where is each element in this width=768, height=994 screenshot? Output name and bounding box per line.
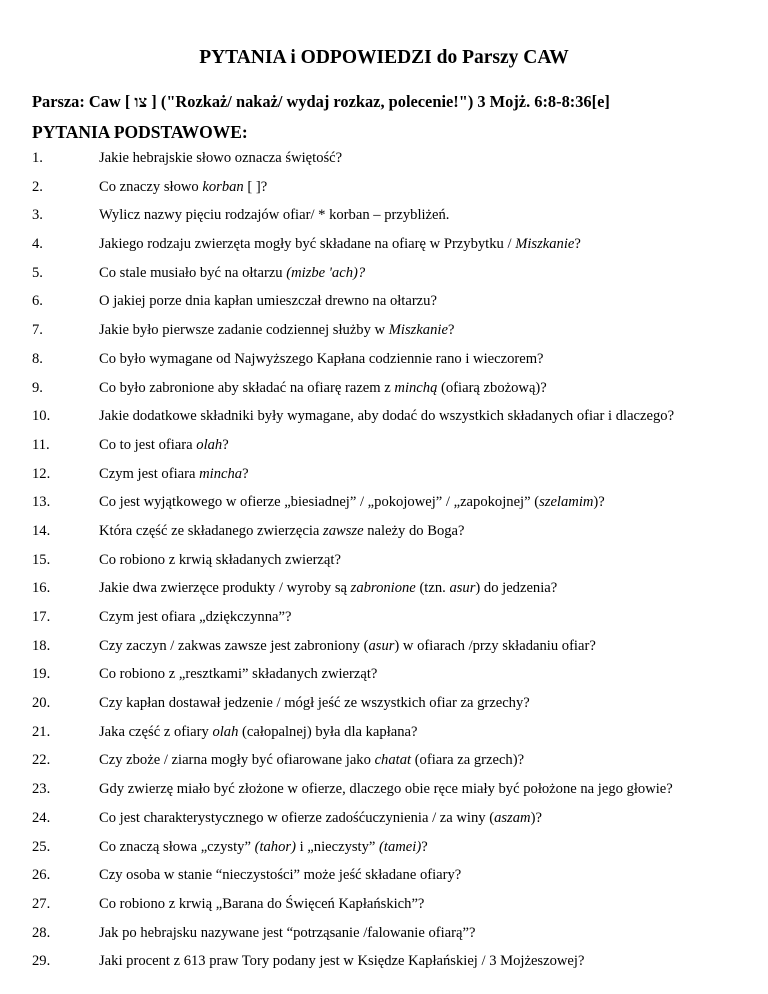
question-text-part: Czy osoba w stanie “nieczystości” może jeść składane ofiary?: [99, 867, 462, 884]
question-term-italic: chatat: [374, 752, 412, 769]
question-text: [99, 492, 605, 512]
question-term-italic: szelamim: [539, 494, 594, 511]
question-text-part: Jak po hebrajsku nazywane jest “potrząsanie /falowanie ofiarą”?: [99, 924, 476, 941]
question-row: [32, 148, 752, 177]
question-text: [99, 435, 229, 455]
question-row: [32, 320, 752, 349]
question-text-part: ?: [447, 322, 455, 339]
question-row: [32, 722, 752, 751]
question-row: [32, 664, 752, 693]
question-text-part: Co znaczą słowa „czysty”: [99, 838, 255, 855]
question-row: [32, 923, 752, 952]
question-text: [99, 693, 530, 713]
question-term-italic: (mizbe 'ach)?: [286, 264, 366, 281]
question-number: 9.: [32, 379, 43, 396]
question-text-part: (ofiarą zbożową)?: [437, 379, 547, 396]
question-text-part: ) w ofiarach /przy składaniu ofiar?: [394, 637, 596, 654]
question-text-part: Co znaczy słowo: [99, 178, 203, 195]
question-text-part: Co było zabronione aby składać na ofiarę razem z: [99, 379, 395, 396]
question-text: [99, 607, 291, 627]
question-row: [32, 349, 752, 378]
question-row: [32, 177, 752, 206]
question-text: [99, 779, 673, 799]
question-row: [32, 205, 752, 234]
question-term-italic: mincha: [199, 465, 243, 482]
question-text: [99, 349, 544, 369]
question-text-part: Gdy zwierzę miało być złożone w ofierze, dlaczego obie ręce miały być położone na jego głowie?: [99, 781, 673, 798]
question-row: [32, 951, 752, 980]
question-text-part: Jakie hebrajskie słowo oznacza świętość?: [99, 150, 343, 166]
question-text-part: Co jest wyjątkowego w ofierze „biesiadnej” / „pokojowej” / „zapokojnej” (: [99, 494, 540, 511]
question-text-part: Co robiono z krwią „Barana do Święceń Kapłańskich”?: [99, 895, 425, 912]
question-text-part: Czym jest ofiara: [99, 465, 200, 482]
question-row: [32, 464, 752, 493]
question-number: 25.: [32, 838, 51, 855]
question-text: [99, 808, 542, 828]
question-text-part: Co stale musiało być na ołtarzu: [99, 264, 287, 281]
question-text-part: ?: [421, 838, 428, 855]
question-number: 4.: [32, 236, 43, 253]
question-text: [99, 750, 524, 770]
question-term-italic: asur: [449, 580, 476, 597]
question-number: 24.: [32, 809, 51, 826]
question-text-part: Która część ze składanego zwierzęcia: [99, 522, 324, 539]
question-term-italic: Miszkanie: [388, 322, 448, 339]
question-text-part: i „nieczysty”: [295, 838, 380, 855]
question-text-part: Co było wymagane od Najwyższego Kapłana codziennie rano i wieczorem?: [99, 350, 544, 367]
question-term-italic: minchą: [394, 379, 438, 396]
question-term-italic: (tahor): [254, 838, 296, 855]
question-text-part: Czy zboże / ziarna mogły być ofiarowane jako: [99, 752, 375, 769]
question-text: [99, 263, 365, 283]
question-number: 7.: [32, 322, 43, 339]
question-number: 13.: [32, 494, 51, 511]
question-number: 6.: [32, 293, 43, 310]
question-number: 16.: [32, 580, 51, 597]
question-text: [99, 923, 475, 943]
question-term-italic: asur: [368, 637, 395, 654]
question-text-part: Co robiono z „resztkami” składanych zwierząt?: [99, 666, 378, 683]
parsha-subtitle: Parsza: Caw [ צו ] ("Rozkaż/ nakaż/ wydaj rozkaz, polecenie!") 3 Mojż. 6:8-8:36[e]: [32, 92, 610, 111]
question-row: [32, 865, 752, 894]
question-text-part: ?: [574, 236, 581, 253]
question-text-part: Jakie było pierwsze zadanie codziennej służby w: [99, 322, 389, 339]
question-text: [99, 205, 449, 225]
question-text-part: Czy kapłan dostawał jedzenie / mógł jeść ze wszystkich ofiar za grzechy?: [99, 695, 530, 712]
question-text: [99, 951, 584, 971]
question-row: [32, 578, 752, 607]
question-number: 21.: [32, 723, 51, 740]
question-row: [32, 406, 752, 435]
question-number: 19.: [32, 666, 51, 683]
question-number: 29.: [32, 953, 51, 970]
question-text-part: Jakie dwa zwierzęce produkty / wyroby są: [99, 580, 351, 597]
question-text-part: (tzn.: [415, 580, 450, 597]
question-text-part: )?: [593, 494, 605, 511]
question-number: 2.: [32, 178, 43, 195]
question-text: [99, 722, 417, 742]
question-text-part: Wylicz nazwy pięciu rodzajów ofiar/ * korban – przybliżeń.: [99, 207, 450, 224]
question-number: 26.: [32, 867, 51, 884]
question-text-part: Co jest charakterystycznego w ofierze zadośćuczynienia / za winy (: [99, 809, 495, 826]
question-text: [99, 550, 341, 570]
question-text-part: Jakie dodatkowe składniki były wymagane, aby dodać do wszystkich składanych ofiar i dlaczego?: [99, 408, 675, 425]
question-text-part: [ ]?: [243, 178, 268, 195]
question-number: 23.: [32, 781, 51, 798]
question-row: [32, 837, 752, 866]
question-text-part: Czym jest ofiara „dziękczynna”?: [99, 609, 292, 625]
question-text-part: Jaki procent z 613 praw Tory podany jest w Księdze Kapłańskiej / 3 Mojżeszowej?: [99, 953, 585, 970]
question-list: [32, 148, 752, 980]
question-text-part: O jakiej porze dnia kapłan umieszczał drewno na ołtarzu?: [99, 293, 437, 310]
question-row: [32, 378, 752, 407]
question-number: 18.: [32, 637, 51, 654]
question-text-part: ?: [222, 436, 229, 453]
question-number: 15.: [32, 551, 51, 568]
question-row: [32, 435, 752, 464]
question-text-part: Jakiego rodzaju zwierzęta mogły być składane na ofiarę w Przybytku /: [99, 236, 516, 253]
question-text: [99, 464, 249, 484]
question-row: [32, 521, 752, 550]
question-number: 8.: [32, 350, 43, 367]
question-text-part: (ofiara za grzech)?: [411, 752, 525, 769]
question-number: 5.: [32, 264, 43, 281]
question-number: 14.: [32, 522, 51, 539]
question-term-italic: olah: [196, 436, 223, 453]
question-text: [99, 578, 557, 598]
section-heading: PYTANIA PODSTAWOWE:: [32, 122, 248, 142]
question-text-part: ) do jedzenia?: [475, 580, 558, 597]
question-text: [99, 865, 461, 885]
question-row: [32, 607, 752, 636]
question-number: 27.: [32, 895, 51, 912]
question-text-part: ?: [242, 465, 249, 482]
question-text: [99, 378, 547, 398]
question-text-part: Co to jest ofiara: [99, 436, 197, 453]
question-text-part: Czy zaczyn / zakwas zawsze jest zabroniony (: [99, 637, 369, 654]
question-text: [99, 521, 465, 541]
question-term-italic: zawsze: [323, 522, 364, 539]
question-number: 1.: [32, 150, 43, 166]
question-text: [99, 177, 267, 197]
question-number: 10.: [32, 408, 51, 425]
question-text: [99, 837, 428, 857]
question-number: 20.: [32, 695, 51, 712]
question-row: [32, 894, 752, 923]
question-text: [99, 234, 581, 254]
question-row: [32, 693, 752, 722]
question-text-part: Jaka część z ofiary: [99, 723, 213, 740]
question-row: [32, 779, 752, 808]
question-row: [32, 263, 752, 292]
question-text-part: )?: [530, 809, 542, 826]
question-text: [99, 894, 424, 914]
question-text: [99, 291, 437, 311]
question-number: 3.: [32, 207, 43, 224]
question-text-part: należy do Boga?: [363, 522, 465, 539]
question-term-italic: (tamei): [379, 838, 422, 855]
question-term-italic: olah: [212, 723, 239, 740]
question-row: [32, 492, 752, 521]
question-text-part: (całopalnej) była dla kapłana?: [238, 723, 418, 740]
question-number: 12.: [32, 465, 51, 482]
question-term-italic: aszam: [494, 809, 531, 826]
question-text: [99, 664, 377, 684]
question-term-italic: korban: [202, 178, 244, 195]
question-text: [99, 148, 342, 168]
question-text-part: Co robiono z krwią składanych zwierząt?: [99, 551, 341, 568]
question-number: 11.: [32, 436, 50, 453]
question-text: [99, 320, 454, 340]
page-title: PYTANIA i ODPOWIEDZI do Parszy CAW: [199, 47, 569, 68]
question-number: 17.: [32, 609, 51, 625]
question-term-italic: Miszkanie: [515, 236, 575, 253]
question-row: [32, 291, 752, 320]
question-number: 28.: [32, 924, 51, 941]
question-text: [99, 406, 674, 426]
question-term-italic: zabronione: [350, 580, 416, 597]
question-number: 22.: [32, 752, 51, 769]
question-row: [32, 234, 752, 263]
question-text: [99, 636, 596, 656]
question-row: [32, 750, 752, 779]
question-row: [32, 808, 752, 837]
question-row: [32, 636, 752, 665]
question-row: [32, 550, 752, 579]
